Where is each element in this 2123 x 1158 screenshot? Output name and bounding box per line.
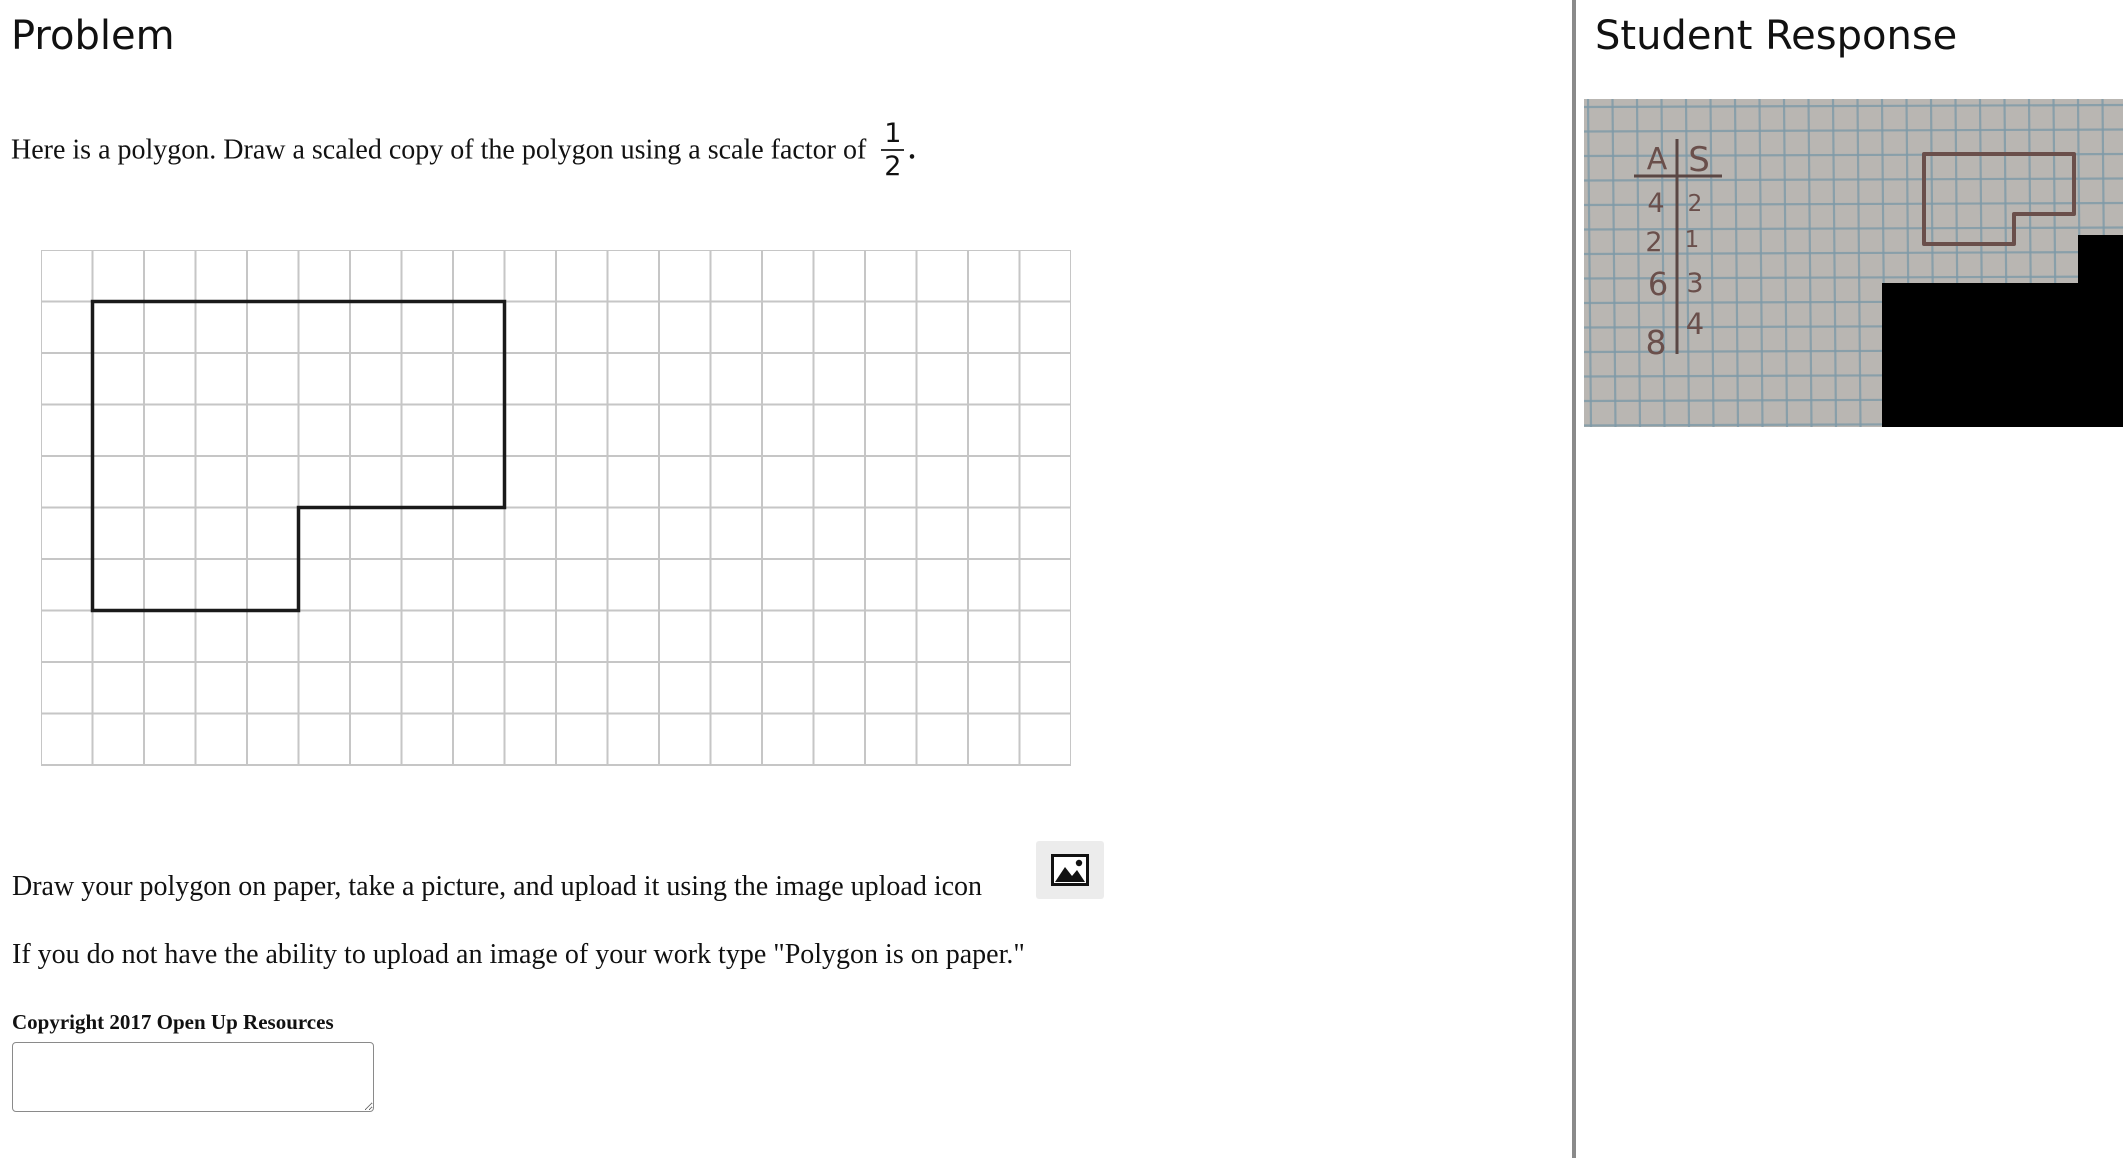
scale-factor-fraction <box>881 118 904 182</box>
fraction-numerator: 1 <box>881 118 904 151</box>
table-cell: 6 <box>1647 265 1669 303</box>
table-cell: 2 <box>1645 227 1663 258</box>
polygon-grid-figure <box>41 250 1071 770</box>
table-cell: 3 <box>1686 268 1704 299</box>
table-header-s: S <box>1688 140 1710 180</box>
grid-lines <box>41 250 1071 765</box>
table-cell: 1 <box>1684 227 1700 253</box>
alternate-instruction: If you do not have the ability to upload an image of your work type "Polygon is on paper." <box>12 939 1025 970</box>
redaction-block <box>1882 283 2123 427</box>
upload-instruction: Draw your polygon on paper, take a picture, and upload it using the image upload icon <box>12 871 983 902</box>
prompt-text: Here is a polygon. Draw a scaled copy of the polygon using a scale factor of <box>11 134 867 166</box>
prompt-period: . <box>908 134 916 166</box>
problem-title: Problem <box>11 13 175 59</box>
student-response-photo <box>1584 99 2123 427</box>
image-upload-button[interactable] <box>1036 841 1104 899</box>
student-response-pane <box>1576 0 2123 1158</box>
table-cell: 8 <box>1645 323 1667 362</box>
answer-textarea[interactable] <box>12 1042 374 1112</box>
image-upload-icon <box>1051 854 1089 886</box>
table-header-a: A <box>1646 142 1668 177</box>
redaction-block <box>2078 235 2123 295</box>
problem-prompt <box>11 120 915 184</box>
fraction-denominator: 2 <box>884 151 902 183</box>
student-response-title: Student Response <box>1595 13 1958 59</box>
table-cell: 2 <box>1687 191 1703 217</box>
table-cell: 4 <box>1685 307 1705 341</box>
table-cell: 4 <box>1647 188 1665 219</box>
copyright-text: Copyright 2017 Open Up Resources <box>12 1010 334 1034</box>
